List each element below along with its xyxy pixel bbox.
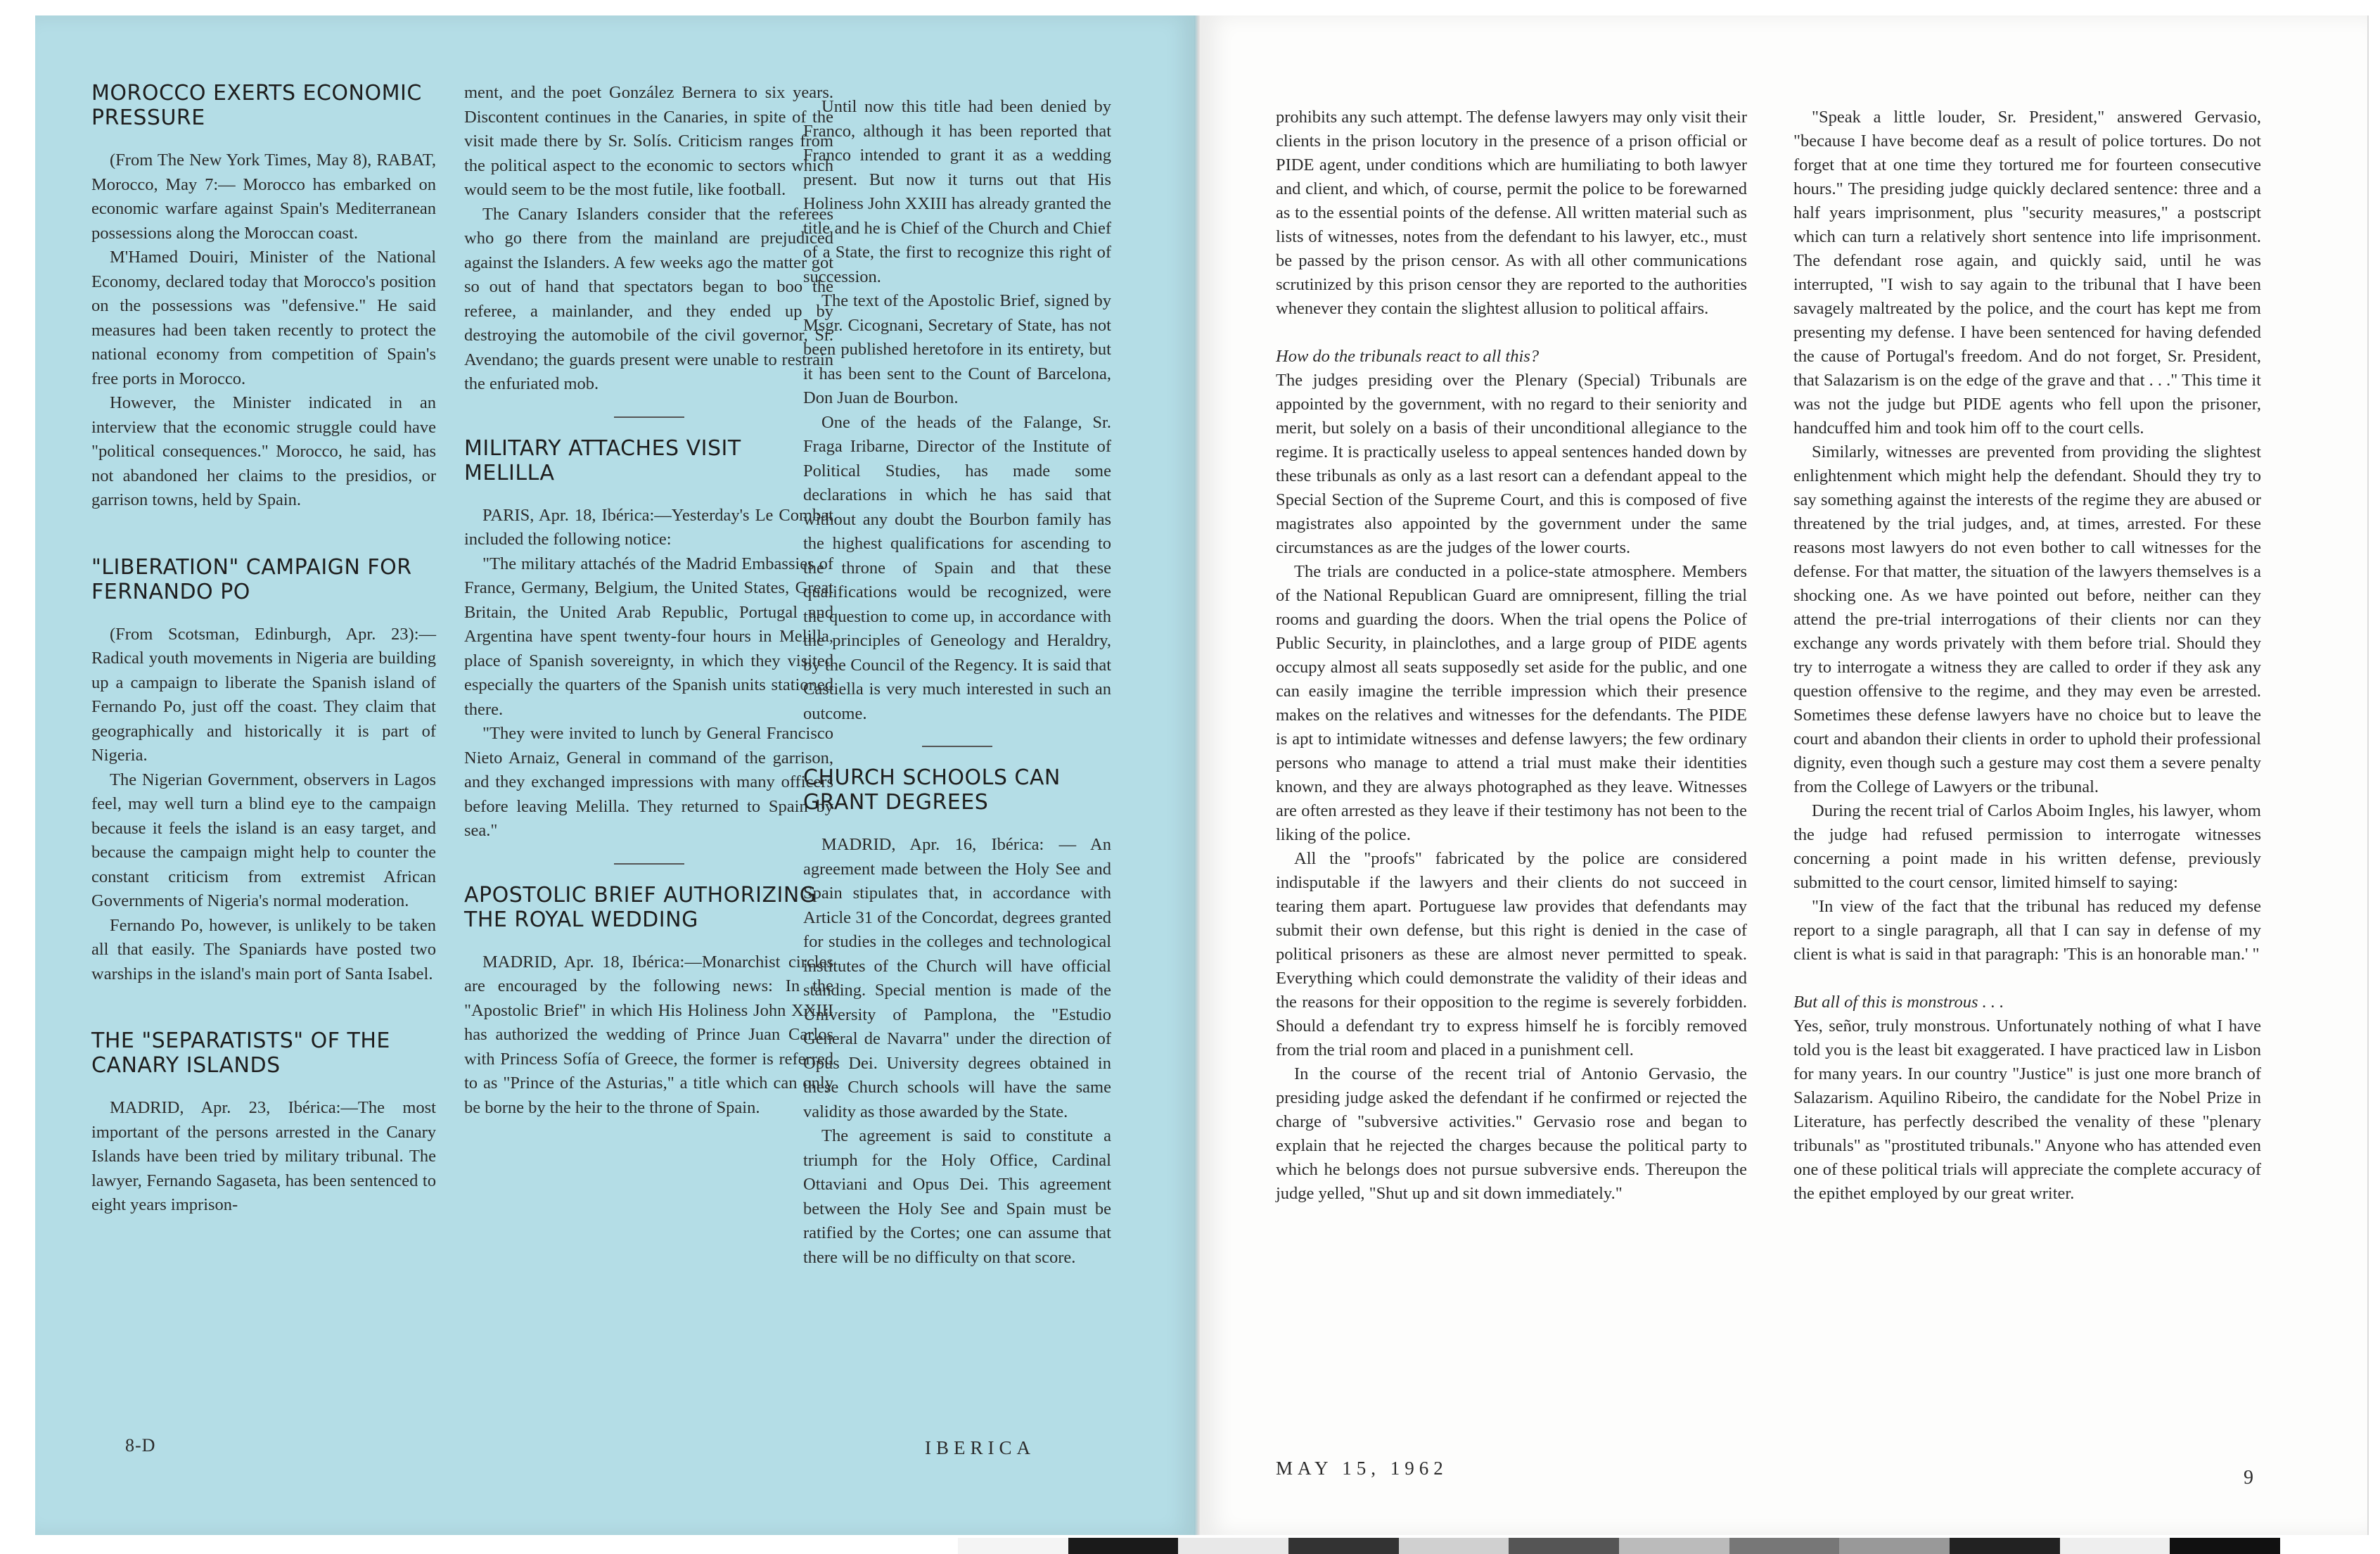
headline-church-schools: CHURCH SCHOOLS CAN GRANT DEGREES — [803, 765, 1061, 815]
paragraph: In the course of the recent trial of Antonio Gervasio, the presiding judge asked the defendant if he confirmed or rejected the charge of "subversive activities." Gervasio rose and began to explain that he rejected the charges because the political party to which he belongs does not pursue subversive ends. Thereupon the judge yelled, "Shut up and sit down immediately." — [1276, 1064, 1747, 1203]
left-column-2 — [464, 81, 833, 1120]
paragraph: The Nigerian Government, observers in Lagos feel, may well turn a blind eye to the campaign because it feels the island is an easy target, and because the campaign might help to counter the constant criticism from extremist African Governments of Nigeria's normal moderation. — [91, 770, 436, 910]
paragraph: The Canary Islanders consider that the referees who go there from the mainland are prejudiced against the Islanders. A few weeks ago the matter got so out of hand that spectators began to boo the referee, a mainlander, and they ended up by destroying the automobile of the civil governor, Sr. Avendano; the guards present were unable to restrain the enfuriated mob. — [464, 204, 833, 393]
paragraph: The agreement is said to constitute a triumph for the Holy Office, Cardinal Ottaviani and Opus Dei. This agreement between the Holy See and Spain must be ratified by the Cortes; one can assume that there will be no difficulty on that score. — [803, 1126, 1111, 1267]
paragraph: MADRID, Apr. 16, Ibérica: — An agreement made between the Holy See and Spain stipulates that, in accordance with Article 31 of the Concordat, degrees granted for studies in the colleges and technological institutes of the Church will have official standing. Special mention is made of the University of Pamplona, the "Estudio General de Navarra" under the direction of Opus Dei. University degrees obtained in these Church schools will have the same validity as those awarded by the State. — [803, 835, 1111, 1121]
headline-morocco: MOROCCO EXERTS ECONOMIC PRESSURE — [91, 81, 422, 130]
paragraph: One of the heads of the Falange, Sr. Fraga Iribarne, Director of the Institute of Political Studies, has made some declarations in which he has said that without any doubt the Bourbon family has the highest qualifications for ascending to the throne of Spain and that these qualifications would be recognized, were the question to come up, in accordance with the principles of Geneology and Heraldry, by the Council of the Regency. It is said that Castiella is very much interested in such an outcome. — [803, 412, 1111, 723]
paragraph: Until now this title had been denied by Franco, although it has been reported that Franco intended to grant it as a wedding present. But now it turns out that His Holiness John XXIII has already granted the title and he is Chief of the Church and Chief of a State, the first to recognize this right of succession. — [803, 97, 1111, 286]
issue-date: MAY 15, 1962 — [1276, 1458, 1448, 1479]
paragraph: All the "proofs" fabricated by the police are considered indisputable if the lawyers and their clients do not succeed in tearing them apart. Portuguese law provides that defendants may submit their own defense, but this right is denied in the case of political prisoners as these are almost never permitted to speak. Everything which could demonstrate the validity of their ideas and the reasons for their opposition to the regime is severely forbidden. Should a defendant try to express himself he is forcibly removed from the trial room and placed in a punishment cell. — [1276, 849, 1747, 1059]
paragraph: ment, and the poet González Bernera to six years. Discontent continues in the Canaries, in spite of the visit made there by Sr. Solís. Criticism ranges from the political aspect to the economic to sectors which would seem to be the most futile, like football. — [464, 83, 833, 199]
paragraph: MADRID, Apr. 23, Ibérica:—The most important of the persons arrested in the Canary Islands have been tried by military tribunal. The lawyer, Fernando Sagaseta, has been sentenced to eight years imprison- — [91, 1098, 436, 1214]
paragraph: "Speak a little louder, Sr. President," answered Gervasio, "because I have become deaf as a result of police tortures. Do not forget that at one time they tortured me for fourteen consecutive hours." The presiding judge quickly declared sentence: three and a half years imprisonment, plus "security measures," a postscript which can turn a relatively short sentence into life imprisonment. The defendant rose again, and quickly said, until he was interrupted, "I wish to say again to the tribunal that I have been savagely maltreated by the police, and the court has kept me from presenting my defense. I have been sentenced for having defended the cause of Portugal's freedom. And do not forget, Sr. President, that Salazarism is on the edge of the grave and that . . ." This time it was not the judge but PIDE agents who fell upon the prisoner, handcuffed him and took him off to the court cells. — [1793, 108, 2261, 438]
subheading: How do the tribunals react to all this? — [1276, 347, 1540, 366]
paragraph: PARIS, Apr. 18, Ibérica:—Yesterday's Le Combat included the following notice: — [464, 505, 833, 549]
page-number-right: 9 — [2244, 1467, 2253, 1489]
paragraph: Similarly, witnesses are prevented from providing the slightest enlightenment which might help the defendant. Should they try to say something against the interests of the regime they are abused or threatened by the trial judges, and, at times, arrested. For these reasons most lawyers do not even bother to call witnesses for the defense. For that matter, the situation of the lawyers themselves is a shocking one. As we have pointed out before, neither can they attend the pre-trial interrogations of their clients nor can they exchange any words privately with them before trial. Should they try to interrogate a witness they are called to order if they ask any question offensive to the regime, and they may even be arrested. Sometimes these defense lawyers have no choice but to leave the court and abandon their clients in order to uphold their professional dignity, even though such a gesture may cost them a severe penalty from the College of Lawyers or the tribunal. — [1793, 442, 2261, 796]
page-number-left: 8-D — [125, 1435, 156, 1456]
right-column-1 — [1276, 106, 1747, 1206]
magazine-title: IBERICA — [925, 1437, 1035, 1458]
section-rule — [614, 416, 684, 418]
section-rule — [922, 746, 992, 747]
paragraph: prohibits any such attempt. The defense lawyers may only visit their clients in the prison locutory in the presence of a prison official or PIDE agent, under conditions which are humiliating to both lawyer and client, and which, of course, permit the police to be forewarned as to the essential points of the defense. All written material such as lists of witnesses, notes from the defendant to his lawyer, etc., must be passed by the prison censor. As with all other communications scrutinized by this prison censor they are reported to the authorities whenever they contain the slightest allusion to political affairs. — [1276, 108, 1747, 318]
paragraph: Yes, señor, truly monstrous. Unfortunately nothing of what I have told you is the least bit exaggerated. I have practiced law in Lisbon for many years. In our country "Justice" is just one more branch of Salazarism. Aquilino Ribeiro, the candidate for the Nobel Prize in Literature, has perfectly described the venality of these "plenary tribunals" as "prostituted tribunals." Anyone who has attended even one of these political trials will appreciate the complete accuracy of the epithet employed by our great writer. — [1793, 1017, 2261, 1203]
paragraph: (From Scotsman, Edinburgh, Apr. 23):—Radical youth movements in Nigeria are building up a campaign to liberate the Spanish island of Fernando Po, just off the coast. They claim that geographically and historically it is part of Nigeria. — [91, 624, 436, 765]
headline-military-attaches: MILITARY ATTACHES VISIT MELILLA — [464, 435, 741, 485]
paragraph: "In view of the fact that the tribunal has reduced my defense report to a single paragraph, all that I can say in defense of my client is what is said in that paragraph: 'This is an honorable man.' " — [1793, 897, 2261, 964]
paragraph: The text of the Apostolic Brief, signed by Msgr. Cicognani, Secretary of State, has not been published heretofore in its entirety, but it has been sent to the Count of Barcelona, Don Juan de Bourbon. — [803, 291, 1111, 407]
paragraph: M'Hamed Douiri, Minister of the National Economy, declared today that Morocco's position on the possessions was "defensive." He said measures had been taken recently to protect the national economy from competition of Spain's free ports in Morocco. — [91, 248, 436, 388]
left-column-1 — [91, 81, 436, 1218]
section-rule — [614, 863, 684, 865]
paragraph: However, the Minister indicated in an interview that the economic struggle could have "political consequences." Morocco, he said, has not abandoned her claims to the presidios, or garrison towns, held by Spain. — [91, 393, 436, 509]
paragraph: MADRID, Apr. 18, Ibérica:—Monarchist circles are encouraged by the following news: In the "Apostolic Brief" in which His Holiness John XXIII has authorized the wedding of Prince Juan Carlos with Princess Sofía of Greece, the former is referred to as "Prince of the Asturias," a title which can only be borne by the heir to the throne of Spain. — [464, 952, 833, 1117]
paragraph: During the recent trial of Carlos Aboim Ingles, his lawyer, whom the judge had refused permission to interrogate witnesses concerning a point made in his written defense, previously submitted to the court censor, limited himself to saying: — [1793, 801, 2261, 892]
paragraph: The judges presiding over the Plenary (Special) Tribunals are appointed by the government, with no regard to their seniority and merit, but solely on a basis of their unconditional allegiance to the regime. It is practically useless to appeal sentences handed down by these tribunals as only as a last resort can a defendant appeal to the Special Section of the Supreme Court, and this is composed of five magistrates also appointed by the government under the same circumstances as are the judges of the lower courts. — [1276, 371, 1747, 557]
headline-canary-separatists: THE "SEPARATISTS" OF THE CANARY ISLANDS — [91, 1028, 390, 1078]
left-column-3 — [803, 95, 1111, 1270]
headline-fernando-po: "LIBERATION" CAMPAIGN FOR FERNANDO PO — [91, 554, 412, 604]
paragraph: "They were invited to lunch by General Francisco Nieto Arnaiz, General in command of the garrison, and they exchanged impressions with many officers before leaving Melilla. They returned to Spain by sea." — [464, 724, 833, 840]
paragraph: "The military attachés of the Madrid Embassies of France, Germany, Belgium, the United States, Great Britain, the United Arab Republic, Portugal and Argentina have spent twenty-four hours in Melilla, place of Spanish sovereignty, in which they visited especially the quarters of the Spanish units stationed there. — [464, 554, 833, 719]
headline-apostolic-brief: APOSTOLIC BRIEF AUTHORIZING THE ROYAL WEDDING — [464, 882, 817, 932]
paragraph: (From The New York Times, May 8), RABAT, Morocco, May 7:— Morocco has embarked on economic warfare against Spain's Mediterranean possessions along the Moroccan coast. — [91, 151, 436, 243]
subheading: But all of this is monstrous . . . — [1793, 993, 2004, 1012]
right-column-2 — [1793, 106, 2261, 1206]
paragraph: Fernando Po, however, is unlikely to be taken all that easily. The Spaniards have posted two warships in the island's main port of Santa Isabel. — [91, 915, 436, 983]
paragraph: The trials are conducted in a police-state atmosphere. Members of the National Republican Guard are omnipresent, filling the trial rooms and guarding the doors. When the trial opens the Police of Public Security, in plainclothes, and a large group of PIDE agents occupy almost all seats supposedly set aside for the public, and one can easily imagine the terrible impression which their presence makes on the relatives and witnesses for the defendants. The PIDE is apt to intimidate witnesses and defense lawyers; the few ordinary persons who manage to attend a trial must make their identities known, and they are always photographed as they leave. Witnesses are often arrested as they leave if their testimony has not been to the liking of the police. — [1276, 562, 1747, 844]
color-calibration-strip — [958, 1538, 2280, 1554]
